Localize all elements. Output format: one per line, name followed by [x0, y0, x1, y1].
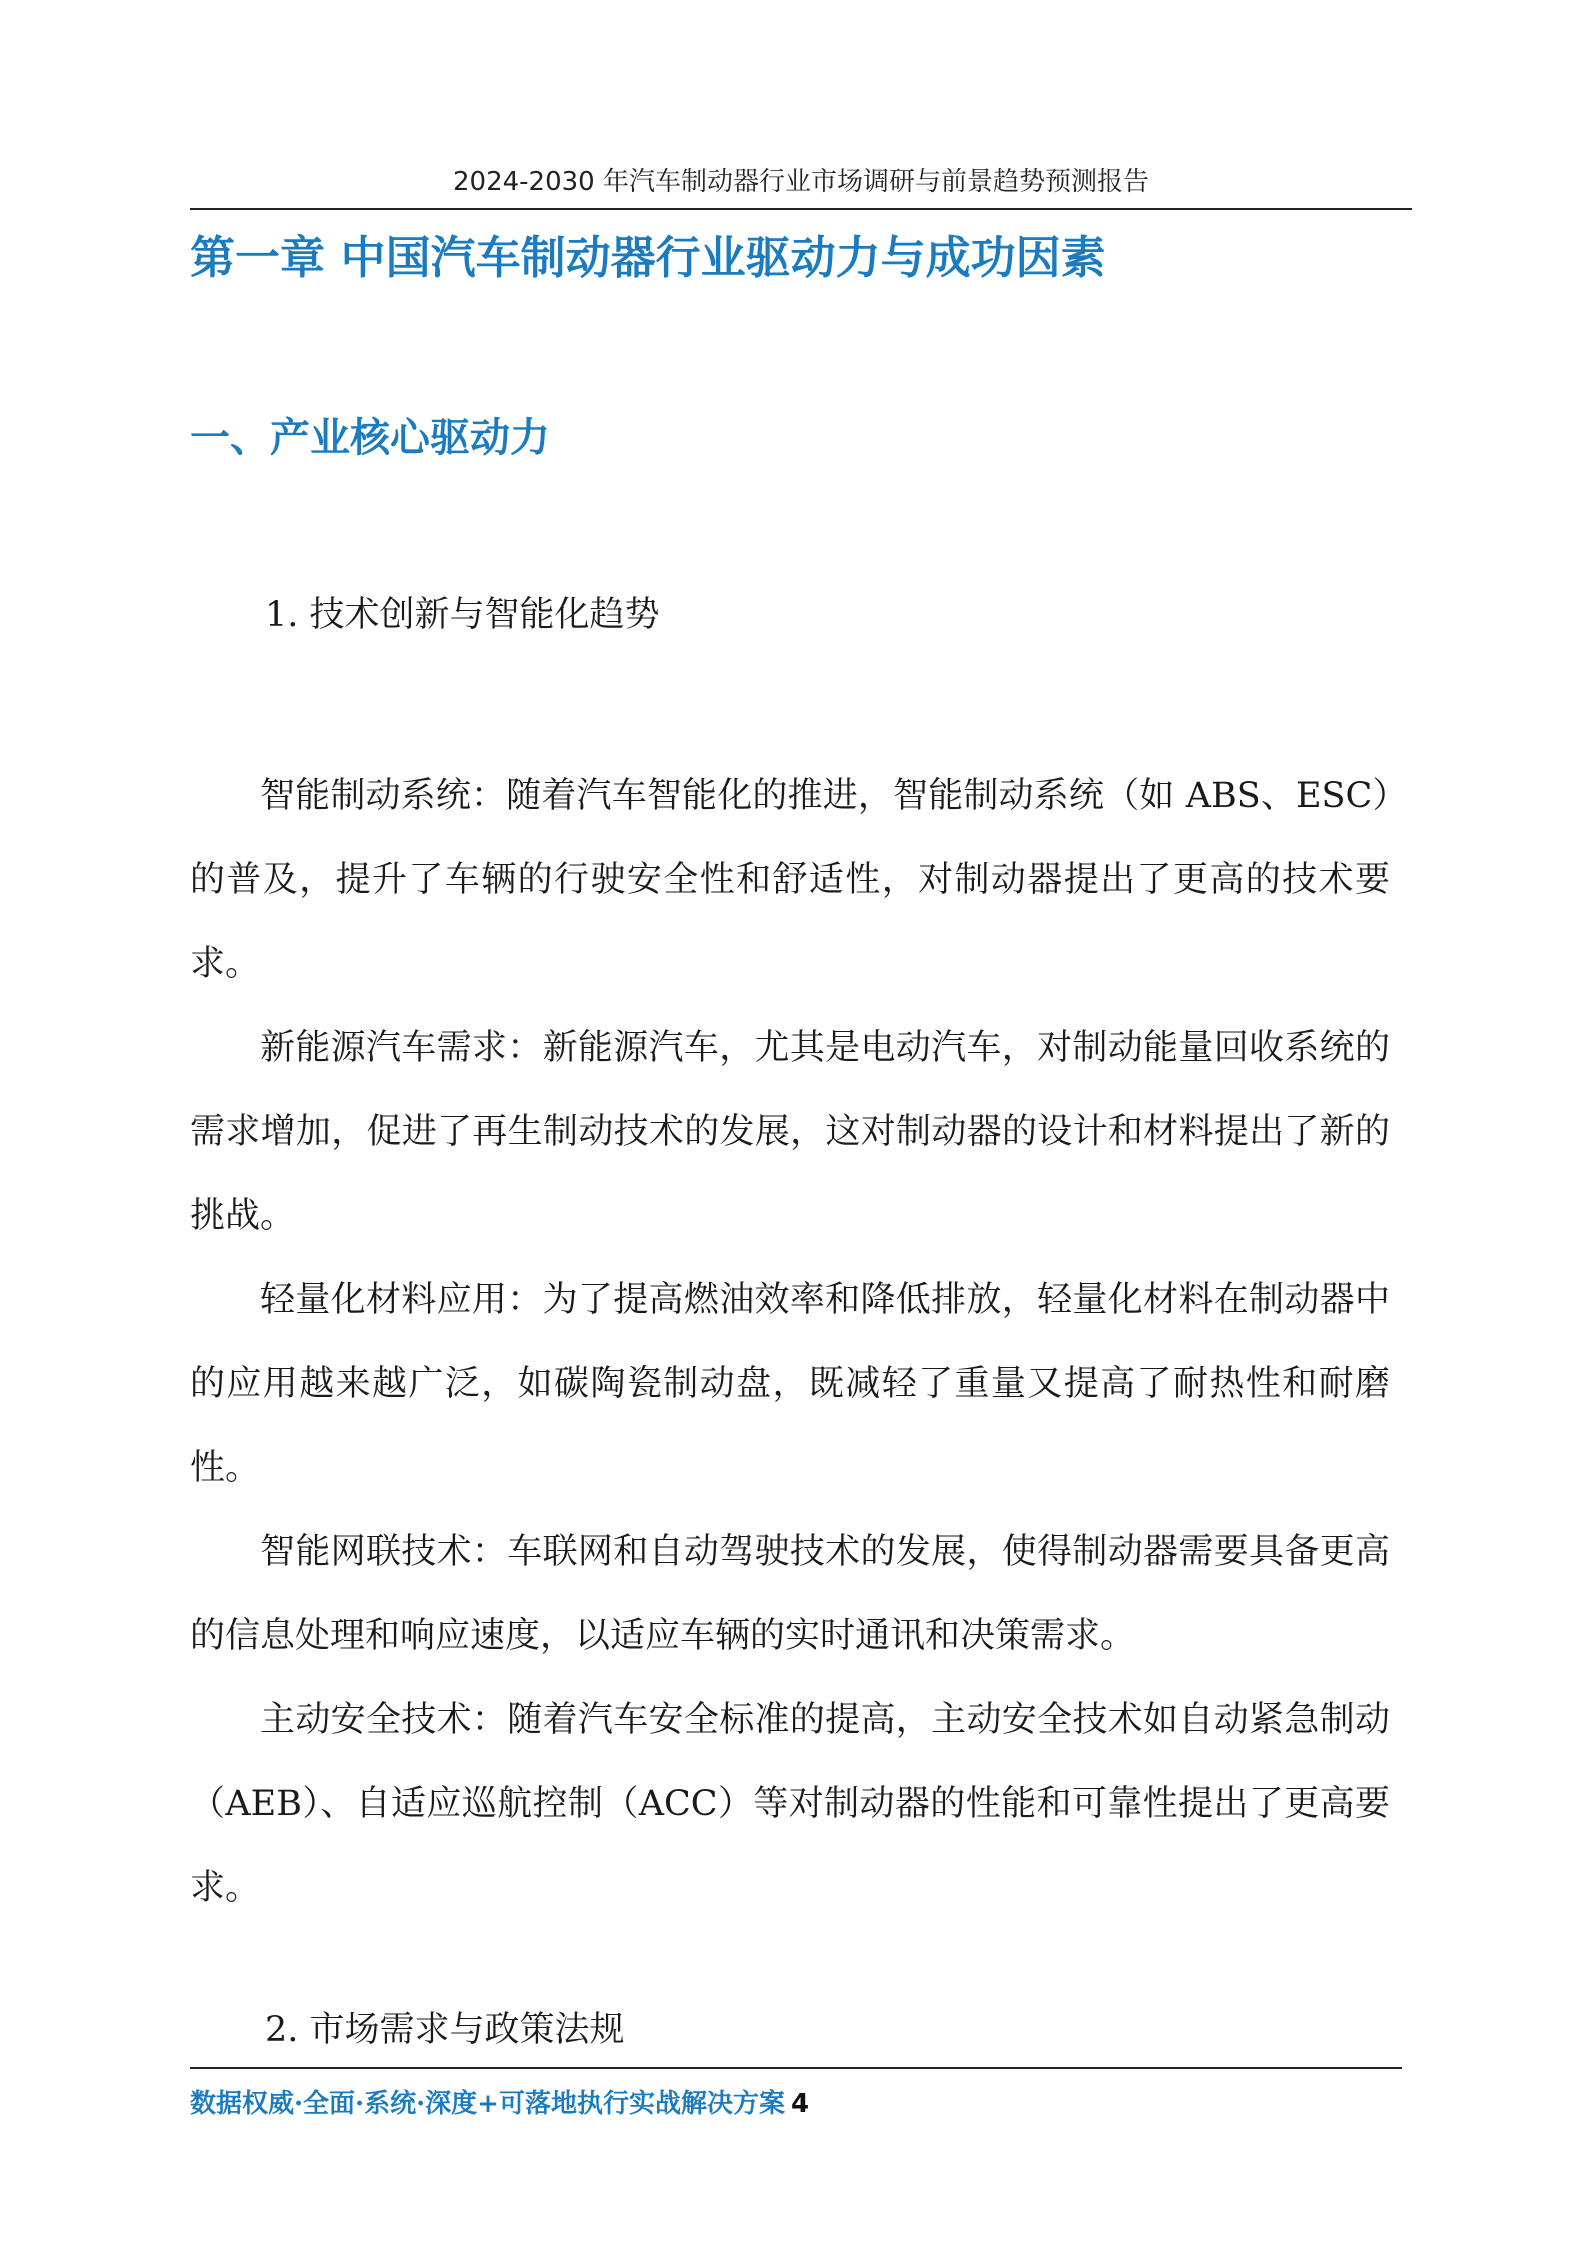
subsection-heading-2: 2. 市场需求与政策法规 — [265, 2010, 625, 2050]
section-title: 一、产业核心驱动力 — [190, 415, 550, 461]
paragraph-connected-tech: 智能网联技术：车联网和自动驾驶技术的发展，使得制动器需要具备更高的信息处理和响应速度，以适应车辆的实时通讯和决策需求。 — [190, 1532, 1390, 1656]
footer-slogan: 数据权威·全面·系统·深度+可落地执行实战解决方案 — [190, 2089, 785, 2119]
chapter-title: 第一章 中国汽车制动器行业驱动力与成功因素 — [190, 231, 1106, 284]
paragraph-active-safety: 主动安全技术：随着汽车安全标准的提高，主动安全技术如自动紧急制动（AEB）、自适应巡航控制（ACC）等对制动器的性能和可靠性提出了更高要求。 — [190, 1700, 1390, 1908]
body-text — [190, 754, 1390, 1930]
page-footer — [190, 2067, 1402, 2120]
paragraph-new-energy: 新能源汽车需求：新能源汽车，尤其是电动汽车，对制动能量回收系统的需求增加，促进了再生制动技术的发展，这对制动器的设计和材料提出了新的挑战。 — [190, 1028, 1390, 1236]
page-number: 4 — [790, 2089, 810, 2119]
report-title: 2024-2030 年汽车制动器行业市场调研与前景趋势预测报告 — [453, 167, 1149, 197]
paragraph-smart-braking: 智能制动系统：随着汽车智能化的推进，智能制动系统（如 ABS、ESC）的普及，提升了车辆的行驶安全性和舒适性，对制动器提出了更高的技术要求。 — [190, 776, 1390, 984]
page-header — [190, 158, 1412, 210]
paragraph-lightweight-materials: 轻量化材料应用：为了提高燃油效率和降低排放，轻量化材料在制动器中的应用越来越广泛，如碳陶瓷制动盘，既减轻了重量又提高了耐热性和耐磨性。 — [190, 1280, 1390, 1488]
subsection-heading-1: 1. 技术创新与智能化趋势 — [265, 595, 660, 635]
